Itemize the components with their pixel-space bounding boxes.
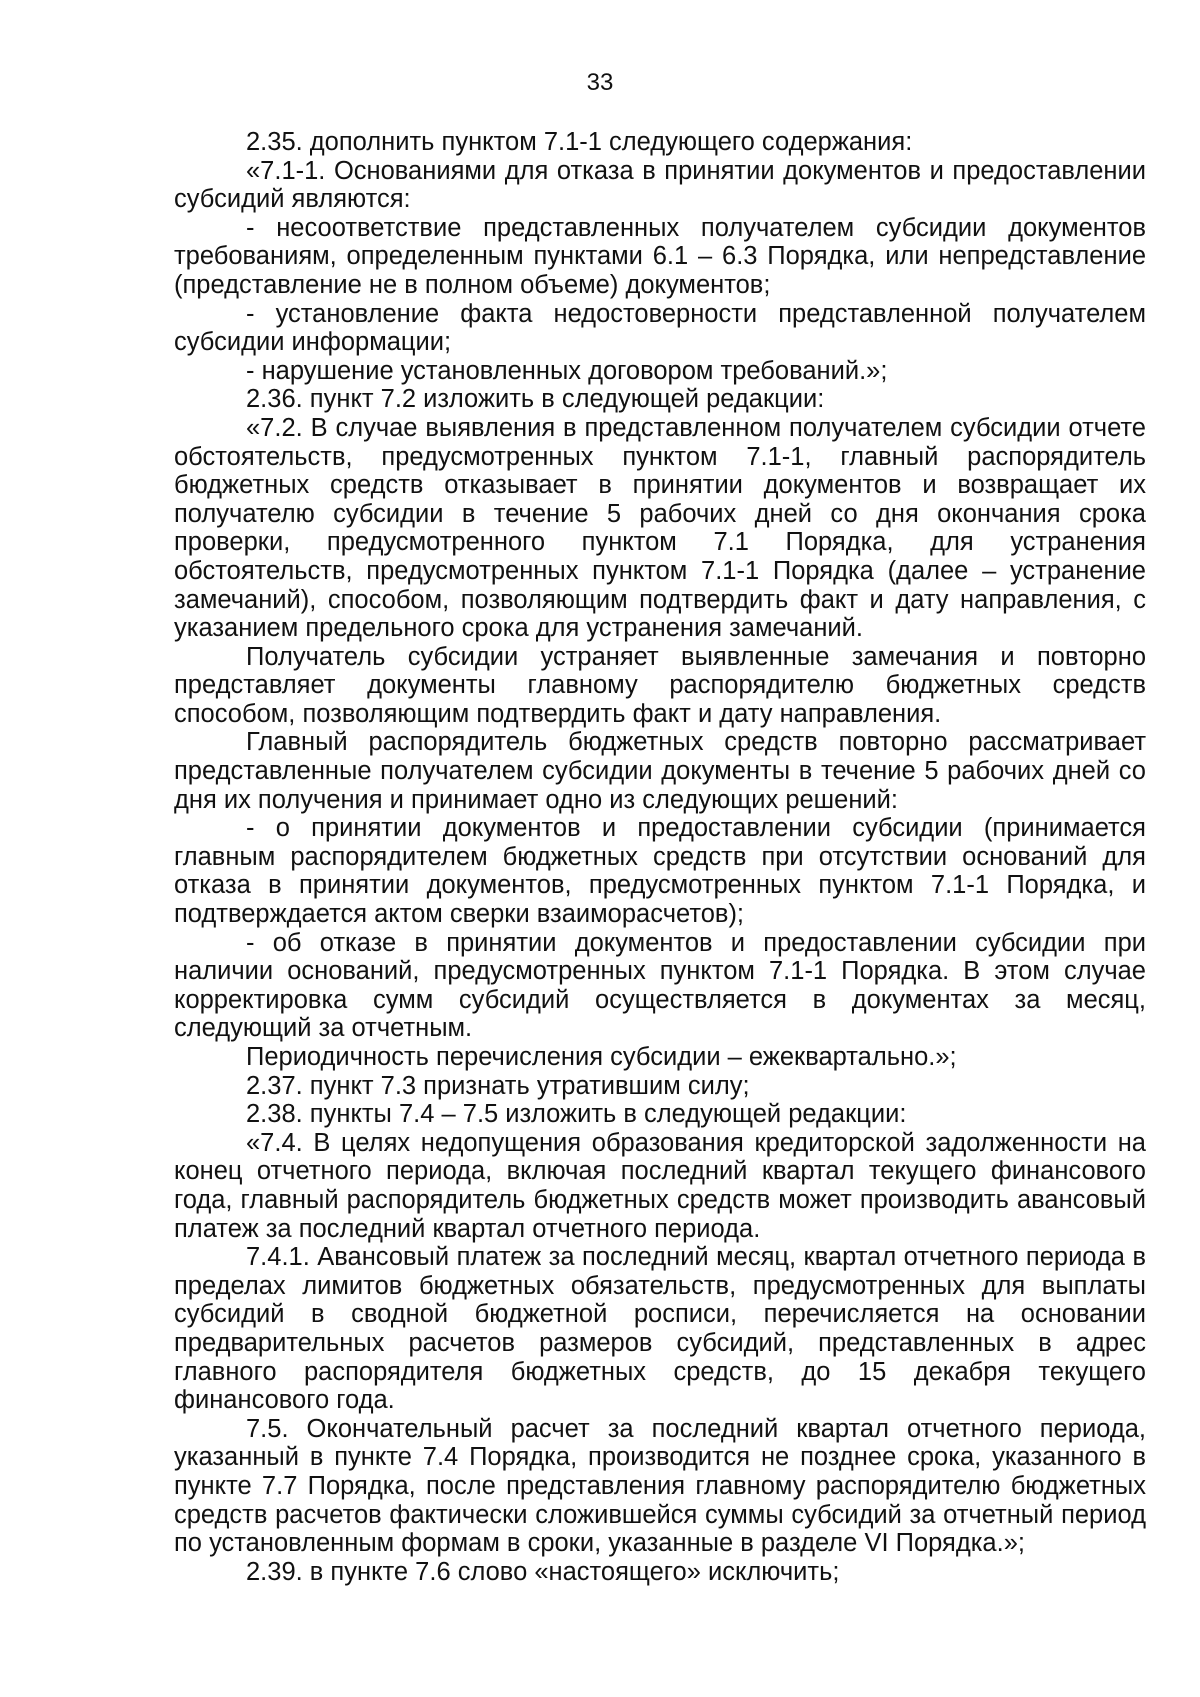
- paragraph-7-4: «7.4. В целях недопущения образования кредиторской задолженности на конец отчетного периода, включая последний квартал текущего финансового года, главный распорядитель бюджетных средств может производить авансовый платеж за последний квартал отчетного периода.: [174, 1128, 1146, 1243]
- list-item-unreliable-info: - установление факта недостоверности представленной получателем субсидии информации;: [174, 299, 1146, 357]
- paragraph-2-38: 2.38. пункты 7.4 – 7.5 изложить в следующей редакции:: [246, 1100, 907, 1129]
- page-number: 33: [586, 69, 614, 96]
- paragraph-7-1-1: «7.1-1. Основаниями для отказа в принятии документов и предоставлении субсидий являются:: [174, 156, 1146, 214]
- paragraph-7-5: 7.5. Окончательный расчет за последний квартал отчетного периода, указанный в пункте 7.4 Порядка, производится не позднее срока, указанного в пункте 7.7 Порядка, после представления главному распорядителю бюджетных средств расчетов фактически сложившейся суммы субсидий за отчетный период по установленным формам в сроки, указанные в разделе VI Порядка.»;: [174, 1414, 1146, 1558]
- paragraph-recipient-fixes: Получатель субсидии устраняет выявленные замечания и повторно представляет документы главному распорядителю бюджетных средств способом, позволяющим подтвердить факт и дату направления.: [174, 642, 1146, 728]
- paragraph-periodicity: Периодичность перечисления субсидии – ежеквартально.»;: [246, 1043, 957, 1071]
- paragraph-7-4-1: 7.4.1. Авансовый платеж за последний месяц, квартал отчетного периода в пределах лимитов бюджетных обязательств, предусмотренных для выплаты субсидий в сводной бюджетной росписи, перечисляется на основании предварительных расчетов размеров субсидий, представленных в адрес главного распорядителя бюджетных средств, до 15 декабря текущего финансового года.: [174, 1243, 1146, 1415]
- list-item-contract-violation: - нарушение установленных договором требований.»;: [246, 356, 888, 385]
- paragraph-2-36: 2.36. пункт 7.2 изложить в следующей редакции:: [246, 385, 825, 414]
- list-item-acceptance: - о принятии документов и предоставлении субсидии (принимается главным распорядителем бюджетных средств при отсутствии оснований для отказа в принятии документов, предусмотренных пунктом 7.1-1 Порядка, и подтверждается актом сверки взаиморасчетов);: [174, 814, 1146, 929]
- paragraph-2-35: 2.35. дополнить пунктом 7.1-1 следующего содержания:: [246, 128, 913, 156]
- list-item-refusal: - об отказе в принятии документов и предоставлении субсидии при наличии оснований, предусмотренных пунктом 7.1-1 Порядка. В этом случае корректировка сумм субсидий осуществляется в документах за месяц, следующий за отчетным.: [174, 928, 1146, 1043]
- paragraph-2-39: 2.39. в пункте 7.6 слово «настоящего» исключить;: [246, 1557, 840, 1586]
- document-body: [174, 128, 1146, 1586]
- paragraph-7-2: «7.2. В случае выявления в представленном получателем субсидии отчете обстоятельств, предусмотренных пунктом 7.1-1, главный распорядитель бюджетных средств отказывает в принятии документов и возвращает их получателю субсидии в течение 5 рабочих дней со дня окончания срока проверки, предусмотренного пунктом 7.1 Порядка, для устранения обстоятельств, предусмотренных пунктом 7.1-1 Порядка (далее – устранение замечаний), способом, позволяющим подтвердить факт и дату направления, с указанием предельного срока для устранения замечаний.: [174, 413, 1146, 643]
- list-item-noncompliance: - несоответствие представленных получателем субсидии документов требованиям, определенным пунктами 6.1 – 6.3 Порядка, или непредставление (представление не в полном объеме) документов;: [174, 213, 1146, 299]
- paragraph-repeat-review: Главный распорядитель бюджетных средств повторно рассматривает представленные получателем субсидии документы в течение 5 рабочих дней со дня их получения и принимает одно из следующих решений:: [174, 728, 1146, 814]
- paragraph-2-37: 2.37. пункт 7.3 признать утратившим силу;: [246, 1071, 750, 1100]
